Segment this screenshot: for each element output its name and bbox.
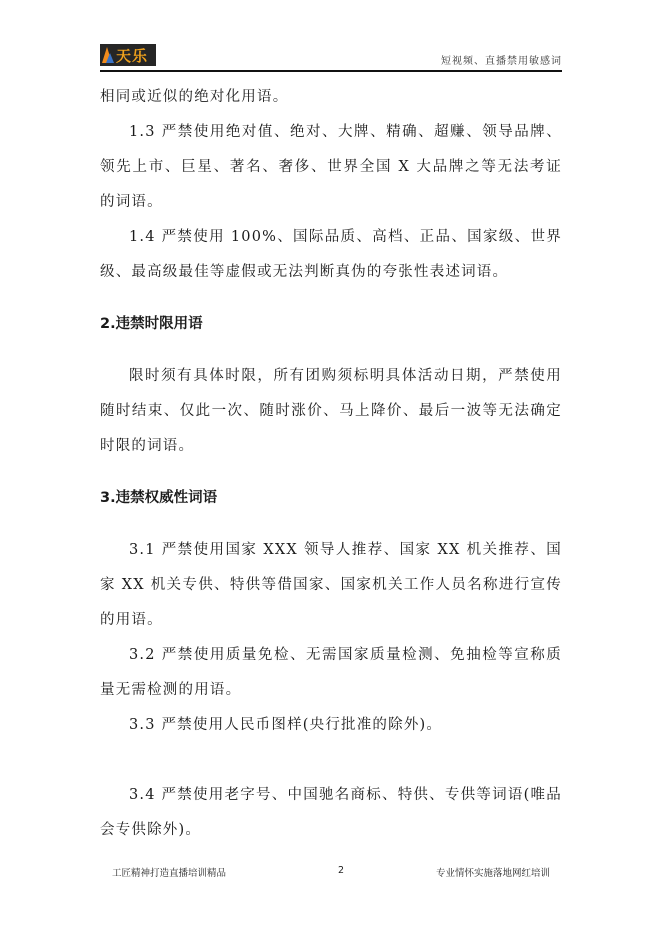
header-title: 短视频、直播禁用敏感词 [441,56,562,67]
paragraph-3-1: 3.1 严禁使用国家 XXX 领导人推荐、国家 XX 机关推荐、国家 XX 机关专供、特供等借国家、国家机关工作人员名称进行宣传的用语。 [100,542,562,628]
paragraph-intro: 相同或近似的绝对化用语。 [100,89,289,105]
header-divider [100,70,562,72]
logo-text: 天乐 [116,46,149,65]
footer-left-text: 工匠精神打造直播培训精品 [112,868,227,879]
paragraph-3-2: 3.2 严禁使用质量免检、无需国家质量检测、免抽检等宣称质量无需检测的用语。 [100,647,562,698]
document-body [100,80,562,848]
page-number: 2 [338,865,345,876]
section-heading-2: 2.违禁时限用语 [100,316,203,332]
section-heading-3: 3.违禁权威性词语 [100,490,218,506]
page-header [100,44,562,70]
paragraph-3-3: 3.3 严禁使用人民币图样(央行批准的除外)。 [129,717,443,733]
company-logo [100,44,156,66]
footer-right-text: 专业情怀实施落地网红培训 [435,868,550,879]
logo-icon [100,44,116,66]
paragraph-1-3: 1.3 严禁使用绝对值、绝对、大牌、精确、超赚、领导品牌、领先上市、巨星、著名、奢侈、世界全国 X 大品牌之等无法考证的词语。 [100,124,562,210]
paragraph-3-4: 3.4 严禁使用老字号、中国驰名商标、特供、专供等词语(唯品会专供除外)。 [100,787,562,838]
paragraph-1-4: 1.4 严禁使用 100%、国际品质、高档、正品、国家级、世界级、最高级最佳等虚假或无法判断真伪的夸张性表述词语。 [100,229,562,280]
paragraph-2: 限时须有具体时限，所有团购须标明具体活动日期，严禁使用随时结束、仅此一次、随时涨价、马上降价、最后一波等无法确定时限的词语。 [100,368,562,454]
